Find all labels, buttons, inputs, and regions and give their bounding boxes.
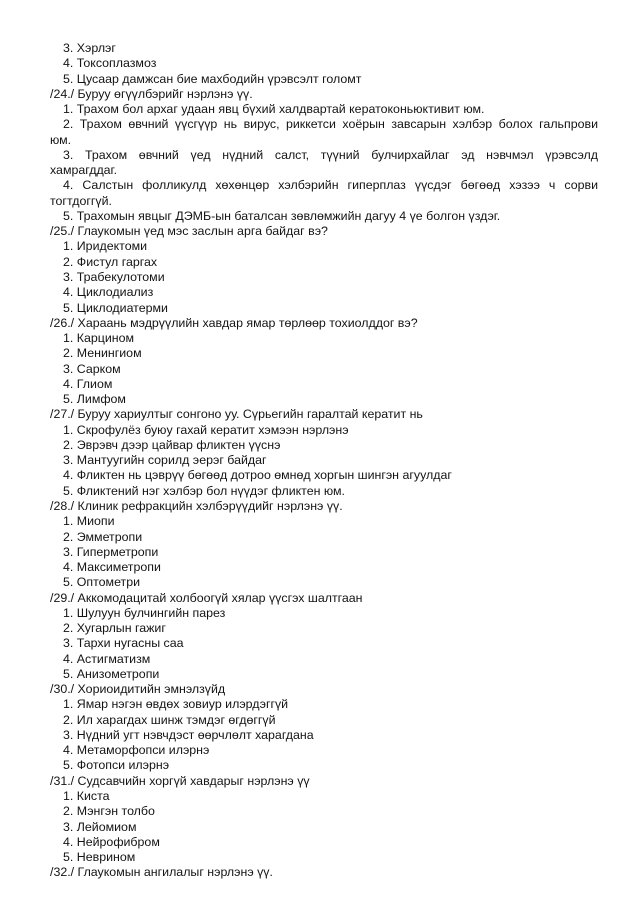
answer-option: 2. Фистул гаргах xyxy=(63,254,158,269)
answer-option: 1. Миопи xyxy=(63,514,115,529)
question-line: /29./ Аккомодацитай холбоогүй хялар үүсгэх шалтгаан xyxy=(50,590,363,605)
answer-option: 2. Эврэвч дээр цайвар фликтен үүснэ xyxy=(63,437,281,452)
answer-option: 5. Трахомын явцыг ДЭМБ-ын баталсан зөвлөмжийн дагуу 4 үе болгон үздэг. xyxy=(63,208,501,223)
answer-option: 3. Сарком xyxy=(63,361,121,376)
answer-option: 5. Циклодиатерми xyxy=(63,300,168,315)
answer-option: 4. Фликтен нь цэврүү бөгөөд дотроо өмнөд хоргын шингэн агуулдаг xyxy=(63,468,452,483)
question-line: /30./ Хориоидитийн эмнэлзүйд xyxy=(50,682,226,697)
answer-option: 1. Киста xyxy=(63,789,110,804)
answer-option: 3. Трабекулотоми xyxy=(63,269,165,284)
answer-option: 5. Фотопси илэрнэ xyxy=(63,758,170,773)
answer-option: 4. Глиом xyxy=(63,376,113,391)
answer-option: 5. Лимфом xyxy=(63,392,126,407)
answer-option: 1. Шулуун булчингийн парез xyxy=(63,605,226,620)
answer-option: 5. Неврином xyxy=(63,850,136,865)
text-line: юм. xyxy=(50,132,72,147)
text-line: тогтдоггүй. xyxy=(50,193,112,208)
answer-option: 1. Ямар нэгэн өвдөх зовиур илэрдэггүй xyxy=(63,697,289,712)
answer-option: 1. Скрофулёз буюу гахай кератит хэмээн нэрлэнэ xyxy=(63,422,349,437)
answer-option: 1. Иридектоми xyxy=(63,239,148,254)
answer-option: 4. Метаморфопси илэрнэ xyxy=(63,743,210,758)
question-line: /26./ Хараань мэдрүүлийн хавдар ямар төрлөөр тохиолддог вэ? xyxy=(50,315,418,330)
answer-option: 5. Анизометропи xyxy=(63,666,160,681)
answer-option: 4. Максиметропи xyxy=(63,560,161,575)
answer-option: 1. Трахом бол архаг удаан явц бүхий халдвартай кератоконьюктивит юм. xyxy=(63,102,485,117)
text-line: хамрагддаг. xyxy=(50,163,118,178)
answer-option: 4. Токсоплазмоз xyxy=(63,56,157,71)
answer-option: 3. Тархи нугасны саа xyxy=(63,636,184,651)
answer-option: 5. Фликтений нэг хэлбэр бол нүүдэг фликтен юм. xyxy=(63,483,346,498)
answer-option: 5. Оптометри xyxy=(63,575,141,590)
question-line: /32./ Глаукомын ангилалыг нэрлэнэ үү. xyxy=(50,865,273,880)
question-line: /24./ Буруу өгүүлбэрийг нэрлэнэ үү. xyxy=(50,86,253,101)
answer-option: 4. Циклодиализ xyxy=(63,285,154,300)
answer-option: 5. Цусаар дамжсан бие махбодийн үрэвсэлт голомт xyxy=(63,71,362,86)
answer-option: 2. Трахом өвчний үүсгүүр нь вирус, риккетси хоёрын завсарын хэлбэр болох гальпрови xyxy=(63,117,598,132)
answer-option: 4. Салстын фолликулд хөхөнцөр хэлбэрийн гиперплаз үүсдэг бөгөөд хэзээ ч сорви xyxy=(63,178,598,193)
answer-option: 4. Астигматизм xyxy=(63,651,151,666)
question-line: /27./ Буруу хариултыг сонгоно уу. Сүрьегийн гаралтай кератит нь xyxy=(50,407,423,422)
answer-option: 3. Нүдний угт нэвчдэст өөрчлөлт харагдана xyxy=(63,727,314,742)
answer-option: 2. Хугарлын гажиг xyxy=(63,621,166,636)
answer-option: 4. Нейрофибром xyxy=(63,834,160,849)
answer-option: 2. Ил харагдах шинж тэмдэг өгдөггүй xyxy=(63,712,276,727)
answer-option: 2. Менингиом xyxy=(63,346,142,361)
answer-option: 3. Трахом өвчний үед нүдний салст, түүний булчирхайлаг эд нэвчмэл үрэвсэлд xyxy=(63,147,598,162)
answer-option: 2. Эмметропи xyxy=(63,529,143,544)
question-line: /28./ Клиник рефракцийн хэлбэрүүдийг нэрлэнэ үү. xyxy=(50,498,343,513)
answer-option: 3. Лейомиом xyxy=(63,819,137,834)
answer-option: 3. Гиперметропи xyxy=(63,544,159,559)
answer-option: 2. Мэнгэн толбо xyxy=(63,804,155,819)
answer-option: 3. Мантуугийн сорилд эерэг байдаг xyxy=(63,453,267,468)
question-line: /31./ Судсавчийн хоргүй хавдарыг нэрлэнэ үү xyxy=(50,773,310,788)
answer-option: 3. Хэрлэг xyxy=(63,41,116,55)
answer-option: 1. Карцином xyxy=(63,331,135,346)
question-line: /25./ Глаукомын үед мэс заслын арга байдаг вэ? xyxy=(50,224,328,239)
